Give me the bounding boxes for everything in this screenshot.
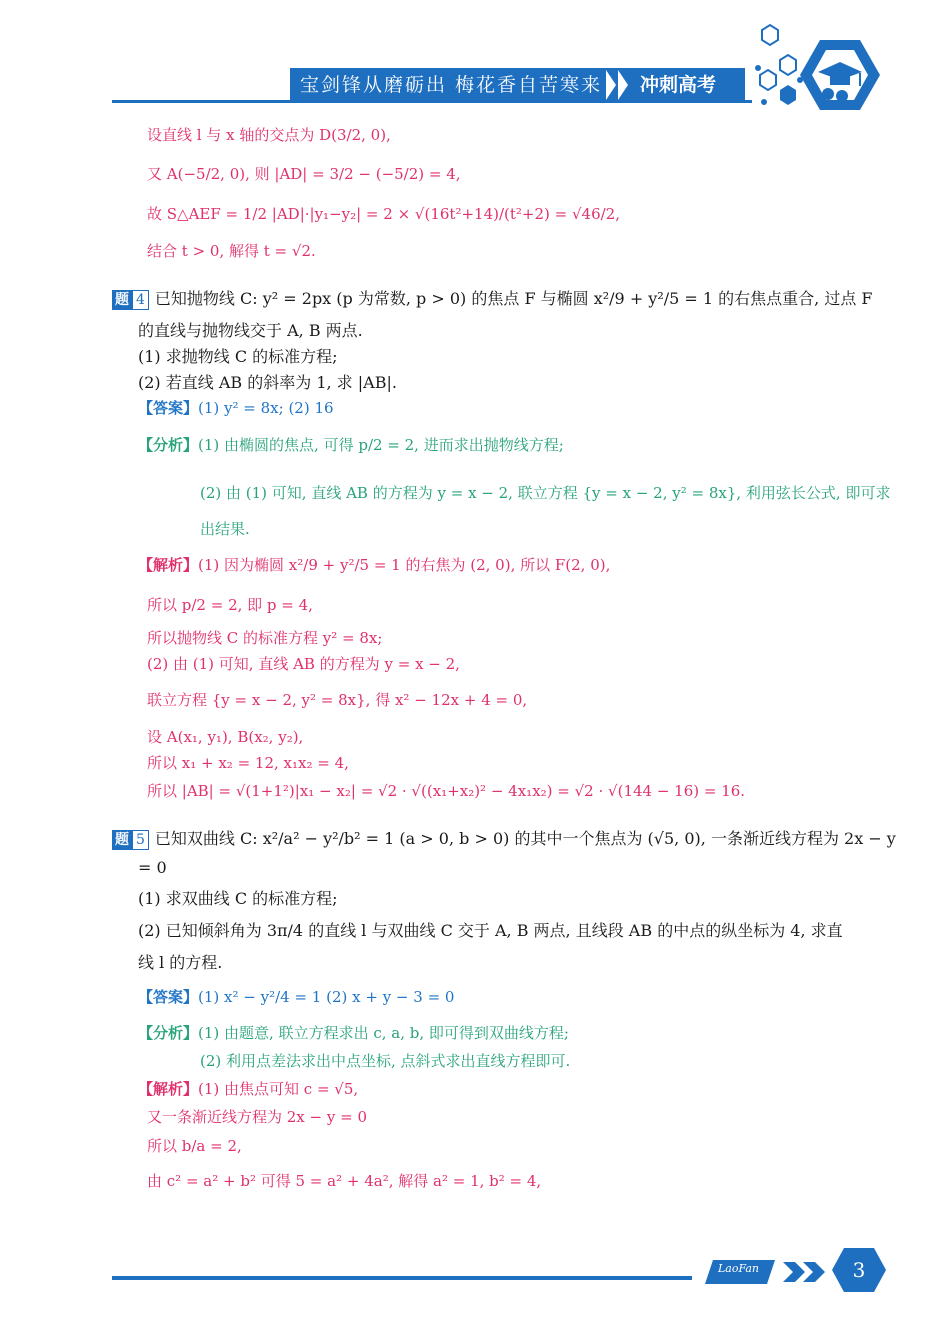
solution-line bbox=[138, 554, 610, 575]
analysis-line bbox=[138, 434, 564, 455]
analysis-label: 【分析】 bbox=[138, 1024, 199, 1042]
solution-line: 所以 x₁ + x₂ = 12, x₁x₂ = 4, bbox=[147, 754, 349, 772]
question-text: = 0 bbox=[138, 858, 167, 877]
question-text: 已知双曲线 C: x²/a² − y²/b² = 1 (a > 0, b > 0) 的其中一个焦点为 (√5, 0), 一条渐近线方程为 2x − y bbox=[154, 829, 896, 848]
solution-line: 结合 t > 0, 解得 t = √2. bbox=[147, 242, 316, 260]
solution-line: 所以 |AB| = √(1+1²)|x₁ − x₂| = √2 · √((x₁+x₂)² − 4x₁x₂) = √2 · √(144 − 16) = 16. bbox=[147, 782, 746, 800]
solution-line: 故 S△AEF = 1/2 |AD|·|y₁−y₂| = 2 × √(16t²+14)/(t²+2) = √46/2, bbox=[147, 205, 620, 223]
chevron-icon bbox=[606, 70, 616, 100]
solution-line: 联立方程 {y = x − 2, y² = 8x}, 得 x² − 12x + 4 = 0, bbox=[147, 691, 528, 709]
solution-line: (2) 由 (1) 可知, 直线 AB 的方程为 y = x − 2, bbox=[147, 655, 460, 673]
answer-label: 【答案】 bbox=[138, 399, 199, 417]
answer-text: (1) x² − y²/4 = 1 (2) x + y − 3 = 0 bbox=[198, 988, 455, 1006]
solution-line bbox=[138, 1078, 358, 1099]
question-badge: 题 bbox=[112, 290, 132, 310]
question-5-stem bbox=[112, 826, 896, 850]
solution-line: 所以 p/2 = 2, 即 p = 4, bbox=[147, 596, 313, 614]
graduation-cap-logo-icon bbox=[740, 20, 890, 120]
question-part: (2) 已知倾斜角为 3π/4 的直线 l 与双曲线 C 交于 A, B 两点, 且线段 AB 的中点的纵坐标为 4, 求直 bbox=[138, 921, 843, 940]
question-text: 已知抛物线 C: y² = 2px (p 为常数, p > 0) 的焦点 F 与椭圆 x²/9 + y²/5 = 1 的右焦点重合, 过点 F bbox=[154, 289, 873, 308]
solution-line: 设直线 l 与 x 轴的交点为 D(3/2, 0), bbox=[147, 126, 391, 144]
solution-line: 又 A(−5/2, 0), 则 |AD| = 3/2 − (−5/2) = 4, bbox=[147, 165, 461, 183]
question-part: (1) 求双曲线 C 的标准方程; bbox=[138, 889, 338, 908]
analysis-text: (1) 由题意, 联立方程求出 c, a, b, 即可得到双曲线方程; bbox=[198, 1024, 569, 1042]
question-badge: 题 bbox=[112, 830, 132, 850]
analysis-text: 出结果. bbox=[200, 520, 250, 538]
question-part: (2) 若直线 AB 的斜率为 1, 求 |AB|. bbox=[138, 373, 397, 392]
analysis-text: (2) 利用点差法求出中点坐标, 点斜式求出直线方程即可. bbox=[200, 1052, 571, 1070]
analysis-text: (1) 由椭圆的焦点, 可得 p/2 = 2, 进而求出抛物线方程; bbox=[198, 436, 564, 454]
analysis-line bbox=[138, 1022, 569, 1043]
answer-line bbox=[138, 397, 334, 418]
solution-line: 又一条渐近线方程为 2x − y = 0 bbox=[147, 1108, 367, 1126]
chevron-icon bbox=[618, 70, 628, 100]
answer-line bbox=[138, 986, 454, 1007]
footer-brand-text: LaoFan bbox=[718, 1262, 760, 1275]
solution-text: (1) 因为椭圆 x²/9 + y²/5 = 1 的右焦为 (2, 0), 所以 F(2, 0), bbox=[198, 556, 611, 574]
question-part: (1) 求抛物线 C 的标准方程; bbox=[138, 347, 338, 366]
question-number: 5 bbox=[132, 830, 149, 850]
solution-label: 【解析】 bbox=[138, 1080, 199, 1098]
analysis-text: (2) 由 (1) 可知, 直线 AB 的方程为 y = x − 2, 联立方程 {y = x − 2, y² = 8x}, 利用弦长公式, 即可求 bbox=[200, 484, 891, 502]
question-4-stem bbox=[112, 286, 873, 310]
question-number: 4 bbox=[132, 290, 149, 310]
header-tag: 冲刺高考 bbox=[640, 74, 717, 96]
footer-rule bbox=[112, 1276, 692, 1280]
solution-line: 设 A(x₁, y₁), B(x₂, y₂), bbox=[147, 728, 304, 746]
solution-text: (1) 由焦点可知 c = √5, bbox=[198, 1080, 359, 1098]
answer-label: 【答案】 bbox=[138, 988, 199, 1006]
question-text: 的直线与抛物线交于 A, B 两点. bbox=[138, 321, 363, 340]
analysis-label: 【分析】 bbox=[138, 436, 199, 454]
solution-line: 所以抛物线 C 的标准方程 y² = 8x; bbox=[147, 629, 383, 647]
question-part: 线 l 的方程. bbox=[138, 953, 223, 972]
solution-line: 由 c² = a² + b² 可得 5 = a² + 4a², 解得 a² = 1, b² = 4, bbox=[147, 1172, 542, 1190]
answer-text: (1) y² = 8x; (2) 16 bbox=[198, 399, 334, 417]
page-number: 3 bbox=[852, 1258, 866, 1282]
header-motto: 宝剑锋从磨砺出 梅花香自苦寒来 bbox=[300, 74, 603, 96]
solution-line: 所以 b/a = 2, bbox=[147, 1137, 242, 1155]
solution-label: 【解析】 bbox=[138, 556, 199, 574]
header-rule bbox=[112, 100, 752, 103]
